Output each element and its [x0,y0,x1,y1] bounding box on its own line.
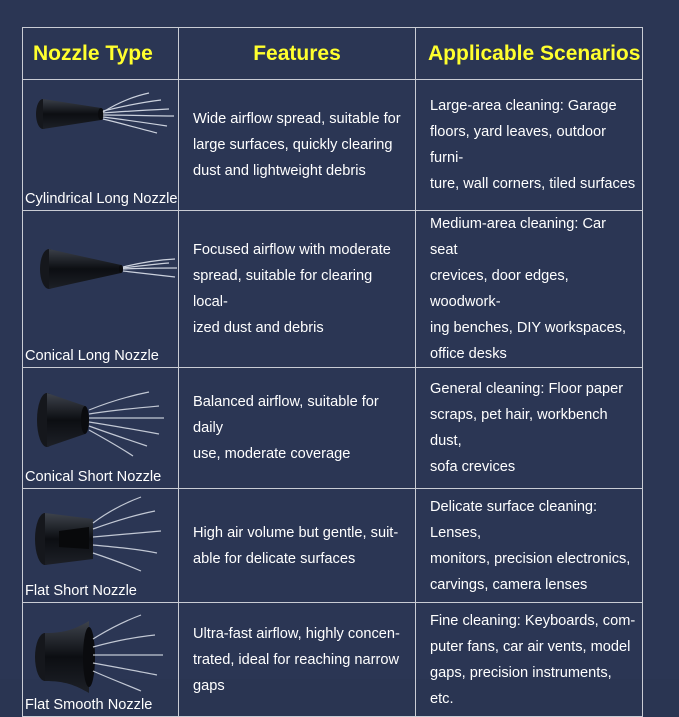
flat-smooth-nozzle-icon [29,609,179,693]
conical-long-nozzle-icon [29,229,179,319]
scenarios-line: scraps, pet hair, workbench dust, [430,407,608,449]
scenarios-line: crevices, door edges, woodwork- [430,268,569,310]
features-line: trated, ideal for reaching narrow [193,651,400,668]
scenarios-line: General cleaning: Floor paper [430,381,624,397]
scenarios-line: floors, yard leaves, outdoor furni- [430,124,607,166]
features-cell [179,603,416,717]
scenarios-line: carvings, camera lenses [430,576,588,593]
nozzle-name: Flat Smooth Nozzle [25,697,153,713]
table-row [23,80,643,211]
scenarios-line: ing benches, DIY workspaces, [430,320,627,336]
nozzle-name: Flat Short Nozzle [25,583,137,599]
features-cell [179,80,416,211]
features-line: able for delicate surfaces [193,550,356,567]
features-cell [179,211,416,368]
nozzle-cell [23,489,179,603]
scenarios-cell [416,211,643,368]
scenarios-line: monitors, precision electronics, [430,550,631,567]
nozzle-cell [23,368,179,489]
features-cell [179,368,416,489]
scenarios-line: Large-area cleaning: Garage [430,98,617,114]
scenarios-line: gaps, precision instruments, etc. [430,664,612,707]
features-line: dust and lightweight debris [193,163,366,179]
conical-short-nozzle-icon [29,378,179,468]
nozzle-cell [23,211,179,368]
table-row [23,211,643,368]
features-line: large surfaces, quickly clearing [193,137,393,153]
scenarios-line: puter fans, car air vents, model [430,638,631,655]
header-nozzle-type: Nozzle Type [23,28,179,80]
nozzle-name: Conical Long Nozzle [25,348,159,364]
scenarios-line: Fine cleaning: Keyboards, com- [430,612,636,629]
nozzle-cell [23,80,179,211]
scenarios-cell [416,603,643,717]
scenarios-line: Medium-area cleaning: Car seat [430,216,607,258]
nozzle-cell [23,603,179,717]
features-cell [179,489,416,603]
cylindrical-long-nozzle-icon [29,84,179,144]
scenarios-line: ture, wall corners, tiled surfaces [430,176,636,192]
features-line: ized dust and debris [193,320,324,336]
nozzle-name: Conical Short Nozzle [25,469,162,485]
scenarios-line: office desks [430,346,507,362]
table-row [23,368,643,489]
table-row [23,603,643,717]
header-applicable-scenarios: Applicable Scenarios [416,28,643,80]
scenarios-cell [416,489,643,603]
features-line: Focused airflow with moderate [193,242,391,258]
header-features: Features [179,28,416,80]
features-line: Balanced airflow, suitable for daily [193,394,379,436]
scenarios-cell [416,368,643,489]
features-line: spread, suitable for clearing local- [193,268,373,310]
features-line: use, moderate coverage [193,446,351,462]
features-line: gaps [193,677,225,694]
scenarios-line: Delicate surface cleaning: Lenses, [430,498,598,541]
features-line: Ultra-fast airflow, highly concen- [193,625,400,642]
features-line: Wide airflow spread, suitable for [193,111,401,127]
nozzle-comparison-table [22,27,643,717]
features-line: High air volume but gentle, suit- [193,524,399,541]
scenarios-line: sofa crevices [430,459,516,475]
table-row [23,489,643,603]
flat-short-nozzle-icon [29,493,179,577]
nozzle-name: Cylindrical Long Nozzle [25,191,178,207]
scenarios-cell [416,80,643,211]
header-row [23,28,643,80]
